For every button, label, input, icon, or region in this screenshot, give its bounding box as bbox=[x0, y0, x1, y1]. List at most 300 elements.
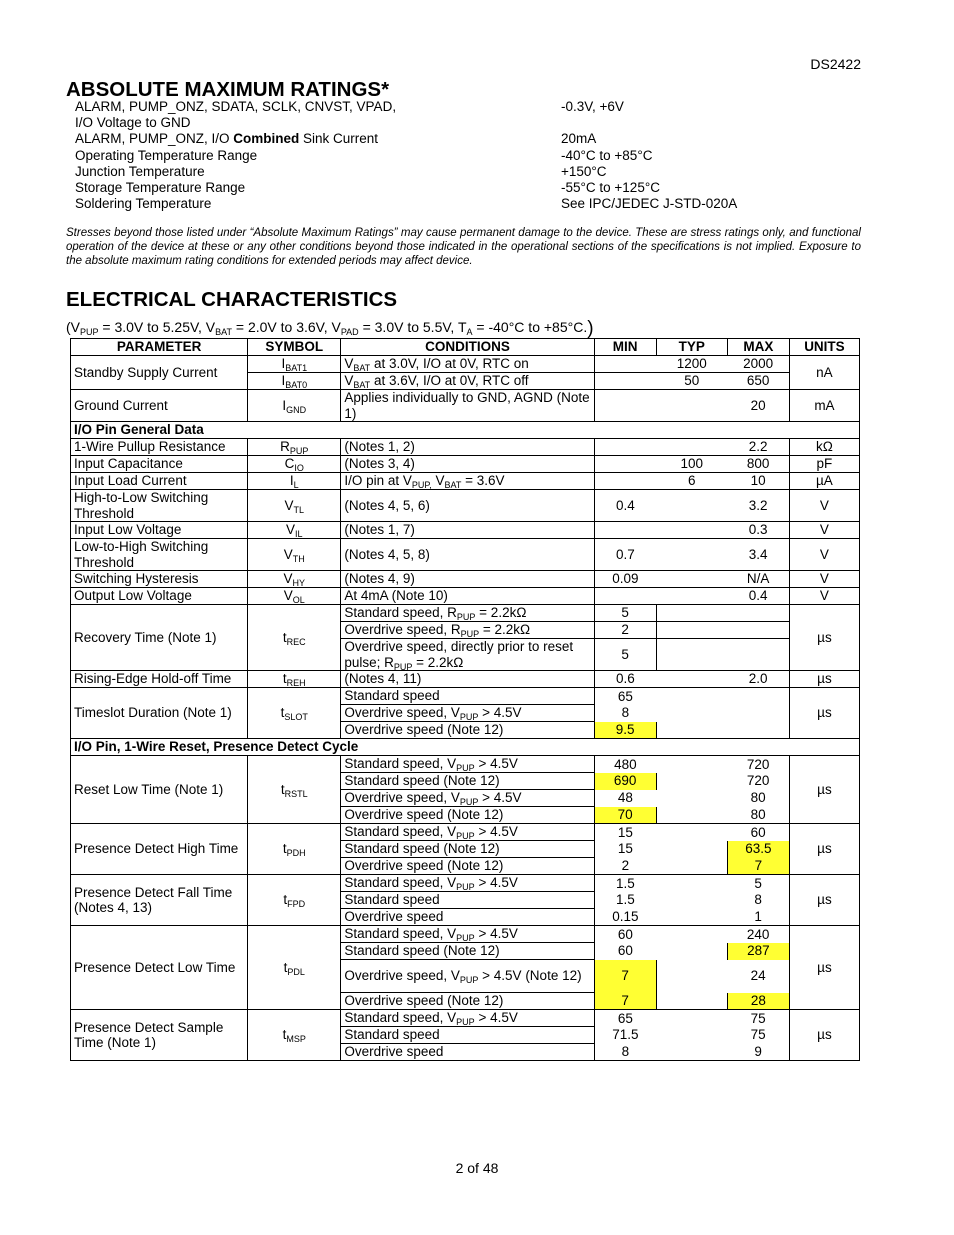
subscript-text: HY bbox=[292, 578, 306, 589]
condition-cell: At 4mA (Note 10) bbox=[341, 588, 594, 605]
symbol-cell bbox=[248, 539, 341, 571]
amr-row bbox=[75, 115, 865, 131]
units-cell: V bbox=[789, 571, 859, 588]
param-cell: Output Low Voltage bbox=[71, 588, 248, 605]
condition-cell bbox=[341, 373, 594, 390]
typ-cell: 100 bbox=[656, 456, 727, 473]
min-cell bbox=[594, 356, 656, 373]
min-cell-highlighted: 9.5 bbox=[594, 722, 656, 739]
amr-value: -0.3V, +6V bbox=[561, 99, 624, 114]
inline-text: t bbox=[280, 705, 285, 721]
typ-cell bbox=[656, 892, 727, 909]
min-cell bbox=[594, 390, 656, 422]
inline-text: > 4.5V bbox=[474, 926, 518, 942]
header-row bbox=[71, 339, 860, 356]
typ-cell bbox=[656, 960, 727, 993]
subscript-text: PUP bbox=[456, 882, 475, 893]
amr-row bbox=[75, 148, 865, 164]
max-cell: 60 bbox=[727, 824, 789, 841]
units-cell: µA bbox=[789, 473, 859, 490]
param-cell: Presence Detect Sample Time (Note 1) bbox=[71, 1010, 248, 1061]
col-header-units: UNITS bbox=[789, 339, 859, 356]
inline-text: > 4.5V bbox=[478, 790, 522, 806]
table-row bbox=[71, 490, 860, 522]
subscript-text: IL bbox=[295, 529, 303, 540]
max-cell bbox=[727, 639, 789, 671]
typ-cell bbox=[656, 688, 727, 705]
col-header-typ: TYP bbox=[656, 339, 727, 356]
inline-text: Standard speed, R bbox=[344, 605, 457, 621]
max-cell bbox=[727, 622, 789, 639]
param-cell: Rising-Edge Hold-off Time bbox=[71, 671, 248, 688]
amr-value: 20mA bbox=[561, 131, 597, 147]
amr-param: Operating Temperature Range bbox=[75, 147, 258, 163]
max-cell-highlighted: 287 bbox=[727, 943, 789, 960]
table-row bbox=[71, 1010, 860, 1027]
inline-text: Overdrive speed, R bbox=[344, 622, 461, 638]
condition-cell: (Notes 4, 11) bbox=[341, 671, 594, 688]
typ-cell bbox=[656, 1010, 727, 1027]
condition-cell: (Notes 1, 7) bbox=[341, 522, 594, 539]
param-cell: Input Load Current bbox=[71, 473, 248, 490]
cond-text: = 2.0V to 3.6V, V bbox=[232, 319, 341, 335]
min-cell: 15 bbox=[594, 841, 656, 858]
table-row bbox=[71, 571, 860, 588]
cond-sub: PUP bbox=[80, 327, 99, 337]
col-header-max: MAX bbox=[727, 339, 789, 356]
typ-cell bbox=[656, 522, 727, 539]
col-header-symbol: SYMBOL bbox=[248, 339, 341, 356]
electrical-characteristics-table bbox=[70, 338, 860, 1061]
condition-cell bbox=[341, 705, 594, 722]
min-cell: 5 bbox=[594, 605, 656, 622]
condition-cell bbox=[341, 875, 594, 892]
amr-value: -40°C to +85°C bbox=[561, 147, 653, 163]
max-cell-highlighted: 63.5 bbox=[727, 841, 789, 858]
param-cell: Switching Hysteresis bbox=[71, 571, 248, 588]
absolute-maximum-ratings-table bbox=[75, 99, 865, 212]
amr-value: +150°C bbox=[561, 163, 607, 179]
param-cell: 1-Wire Pullup Resistance bbox=[71, 439, 248, 456]
condition-cell: (Notes 4, 9) bbox=[341, 571, 594, 588]
condition-cell: (Notes 3, 4) bbox=[341, 456, 594, 473]
stress-note: Stresses beyond those listed under “Absolute Maximum Ratings” may cause permanent damage to the device. These are stress ratings only, and functional operation of the device at these or any other conditions beyond those indicated in the operational sections of the specifications is not implied. Exposure to the absolute maximum rating conditions for extended periods may affect device. bbox=[66, 227, 861, 268]
min-cell-highlighted: 7 bbox=[594, 993, 656, 1010]
typ-cell bbox=[656, 622, 727, 639]
condition-cell: Overdrive speed (Note 12) bbox=[341, 722, 594, 739]
symbol-cell bbox=[248, 926, 341, 1010]
inline-text: V bbox=[283, 588, 293, 604]
inline-text: V bbox=[344, 356, 354, 372]
min-cell bbox=[594, 522, 656, 539]
param-cell: Presence Detect Low Time bbox=[71, 926, 248, 1010]
min-cell: 0.09 bbox=[594, 571, 656, 588]
max-cell: 2.2 bbox=[727, 439, 789, 456]
typ-cell bbox=[656, 756, 727, 773]
max-cell: N/A bbox=[727, 571, 789, 588]
condition-cell bbox=[341, 605, 594, 622]
amr-param: Soldering Temperature bbox=[75, 196, 212, 212]
max-cell bbox=[727, 605, 789, 622]
symbol-cell bbox=[248, 373, 341, 390]
min-cell: 5 bbox=[594, 639, 656, 671]
condition-cell bbox=[341, 356, 594, 373]
param-cell: Presence Detect Fall Time (Notes 4, 13) bbox=[71, 875, 248, 926]
condition-cell: Standard speed (Note 12) bbox=[341, 841, 594, 858]
max-cell: 80 bbox=[727, 807, 789, 824]
inline-text: t bbox=[280, 781, 285, 797]
typ-cell bbox=[656, 807, 727, 824]
max-cell: 20 bbox=[727, 390, 789, 422]
max-cell bbox=[727, 688, 789, 705]
table-row bbox=[71, 671, 860, 688]
subscript-text: BAT1 bbox=[285, 363, 308, 374]
max-cell: 10 bbox=[727, 473, 789, 490]
min-cell: 48 bbox=[594, 790, 656, 807]
condition-cell bbox=[341, 473, 594, 490]
table-row bbox=[71, 875, 860, 892]
subscript-text: FPD bbox=[287, 899, 306, 910]
table-row bbox=[71, 605, 860, 622]
typ-cell bbox=[656, 439, 727, 456]
table-row bbox=[71, 926, 860, 943]
min-cell bbox=[594, 473, 656, 490]
table-row bbox=[71, 824, 860, 841]
absolute-maximum-ratings-title: ABSOLUTE MAXIMUM RATINGS* bbox=[66, 78, 390, 101]
amr-row bbox=[75, 180, 865, 196]
amr-value bbox=[561, 115, 865, 131]
inline-text: I/O pin at V bbox=[344, 473, 412, 489]
param-cell: Input Capacitance bbox=[71, 456, 248, 473]
condition-cell: Applies individually to GND, AGND (Note 1) bbox=[341, 390, 594, 422]
condition-cell: Standard speed (Note 12) bbox=[341, 943, 594, 960]
table-row bbox=[71, 522, 860, 539]
units-cell: µs bbox=[789, 926, 859, 1010]
electrical-characteristics-title: ELECTRICAL CHARACTERISTICS bbox=[66, 288, 398, 311]
document-id: DS2422 bbox=[810, 56, 861, 72]
table-row bbox=[71, 390, 860, 422]
condition-cell: (Notes 4, 5, 8) bbox=[341, 539, 594, 571]
subscript-text: TH bbox=[292, 553, 305, 564]
min-cell: 60 bbox=[594, 943, 656, 960]
table-row bbox=[71, 456, 860, 473]
inline-text: at 3.0V, I/O at 0V, RTC on bbox=[370, 356, 529, 372]
min-cell bbox=[594, 456, 656, 473]
inline-text: I bbox=[289, 473, 294, 489]
max-cell: 5 bbox=[727, 875, 789, 892]
units-cell: V bbox=[789, 490, 859, 522]
inline-text: = 2.2kΩ bbox=[479, 622, 531, 638]
typ-cell bbox=[656, 943, 727, 960]
condition-cell bbox=[341, 1010, 594, 1027]
param-cell: Low-to-High Switching Threshold bbox=[71, 539, 248, 571]
min-cell: 15 bbox=[594, 824, 656, 841]
units-cell: µs bbox=[789, 756, 859, 824]
symbol-cell bbox=[248, 1010, 341, 1061]
subscript-text: L bbox=[293, 480, 299, 491]
param-cell: High-to-Low Switching Threshold bbox=[71, 490, 248, 522]
max-cell: 8 bbox=[727, 892, 789, 909]
operating-conditions bbox=[66, 318, 594, 340]
symbol-cell bbox=[248, 875, 341, 926]
inline-text: Overdrive speed, V bbox=[344, 705, 460, 721]
max-cell-highlighted: 28 bbox=[727, 993, 789, 1010]
min-cell bbox=[594, 373, 656, 390]
units-cell: nA bbox=[789, 356, 859, 390]
inline-text: at 3.6V, I/O at 0V, RTC off bbox=[370, 373, 529, 389]
max-cell: 3.4 bbox=[727, 539, 789, 571]
typ-cell bbox=[656, 773, 727, 790]
symbol-cell bbox=[248, 571, 341, 588]
inline-text: Overdrive speed, V bbox=[344, 968, 460, 984]
inline-text: Standard speed, V bbox=[344, 926, 457, 942]
typ-cell bbox=[656, 571, 727, 588]
inline-text: > 4.5V bbox=[474, 824, 518, 840]
inline-text: t bbox=[282, 1027, 287, 1043]
param-cell: Recovery Time (Note 1) bbox=[71, 605, 248, 671]
col-header-parameter: PARAMETER bbox=[71, 339, 248, 356]
inline-text: > 4.5V bbox=[474, 875, 518, 891]
typ-cell bbox=[656, 639, 727, 671]
amr-param-bold: Combined bbox=[233, 131, 300, 147]
param-cell: Presence Detect High Time bbox=[71, 824, 248, 875]
typ-cell bbox=[656, 1027, 727, 1044]
max-cell: 75 bbox=[727, 1027, 789, 1044]
min-cell: 0.4 bbox=[594, 490, 656, 522]
amr-row bbox=[75, 196, 865, 212]
min-cell: 65 bbox=[594, 1010, 656, 1027]
typ-cell bbox=[656, 790, 727, 807]
inline-text: Standard speed, V bbox=[344, 1010, 457, 1026]
inline-text: Standard speed, V bbox=[344, 875, 457, 891]
max-cell: 0.4 bbox=[727, 588, 789, 605]
subscript-text: PUP bbox=[456, 763, 475, 774]
min-cell: 8 bbox=[594, 1044, 656, 1061]
cond-sub: A bbox=[466, 327, 473, 337]
symbol-cell bbox=[248, 473, 341, 490]
min-cell: 2 bbox=[594, 622, 656, 639]
condition-cell bbox=[341, 926, 594, 943]
typ-cell bbox=[656, 1044, 727, 1061]
table-row bbox=[71, 756, 860, 773]
min-cell: 0.6 bbox=[594, 671, 656, 688]
units-cell: µs bbox=[789, 875, 859, 926]
units-cell: µs bbox=[789, 824, 859, 875]
section-row bbox=[71, 739, 860, 756]
section-heading: I/O Pin General Data bbox=[71, 422, 860, 439]
param-cell: Timeslot Duration (Note 1) bbox=[71, 688, 248, 739]
inline-text: V bbox=[284, 497, 294, 513]
inline-text: C bbox=[284, 456, 295, 472]
param-cell: Ground Current bbox=[71, 390, 248, 422]
inline-text: V bbox=[286, 522, 296, 538]
subscript-text: BAT bbox=[353, 380, 371, 391]
typ-cell: 50 bbox=[656, 373, 727, 390]
condition-cell: Standard speed (Note 12) bbox=[341, 773, 594, 790]
symbol-cell bbox=[248, 490, 341, 522]
param-cell: Standby Supply Current bbox=[71, 356, 248, 390]
amr-row bbox=[75, 131, 865, 147]
typ-cell bbox=[656, 390, 727, 422]
amr-param: ALARM, PUMP_ONZ, SDATA, SCLK, CNVST, VPAD, bbox=[75, 99, 397, 114]
typ-cell bbox=[656, 705, 727, 722]
max-cell bbox=[727, 722, 789, 739]
max-cell-highlighted: 7 bbox=[727, 858, 789, 875]
amr-value: -55°C to +125°C bbox=[561, 180, 660, 196]
subscript-text: REH bbox=[286, 678, 306, 689]
min-cell: 8 bbox=[594, 705, 656, 722]
table-row bbox=[71, 688, 860, 705]
max-cell: 0.3 bbox=[727, 522, 789, 539]
inline-text: V bbox=[283, 571, 293, 587]
subscript-text: RSTL bbox=[284, 788, 308, 799]
min-cell: 480 bbox=[594, 756, 656, 773]
condition-cell bbox=[341, 960, 594, 993]
typ-cell bbox=[656, 539, 727, 571]
condition-cell bbox=[341, 622, 594, 639]
max-cell: 9 bbox=[727, 1044, 789, 1061]
amr-param bbox=[75, 131, 561, 147]
units-cell: V bbox=[789, 539, 859, 571]
subscript-text: PUP bbox=[459, 797, 479, 808]
subscript-text: PUP bbox=[393, 661, 413, 672]
inline-text: V bbox=[344, 373, 354, 389]
inline-text: > 4.5V (Note 12) bbox=[478, 968, 582, 984]
typ-cell bbox=[656, 841, 727, 858]
min-cell bbox=[594, 439, 656, 456]
inline-text: Standard speed, V bbox=[344, 756, 457, 772]
subscript-text: PUP bbox=[456, 933, 475, 944]
subscript-text: PDH bbox=[286, 848, 306, 859]
inline-text: R bbox=[280, 439, 290, 455]
subscript-text: OL bbox=[292, 595, 305, 606]
max-cell: 240 bbox=[727, 926, 789, 943]
amr-param-post: Sink Current bbox=[299, 131, 379, 147]
section-heading: I/O Pin, 1-Wire Reset, Presence Detect Cycle bbox=[71, 739, 860, 756]
units-cell: µs bbox=[789, 605, 859, 671]
inline-text: t bbox=[282, 671, 287, 687]
inline-text: = 2.2kΩ bbox=[412, 654, 464, 670]
subscript-text: IO bbox=[294, 463, 304, 474]
inline-text: > 4.5V bbox=[474, 1010, 518, 1026]
subscript-text: BAT bbox=[444, 480, 462, 491]
typ-cell bbox=[656, 824, 727, 841]
symbol-cell bbox=[248, 588, 341, 605]
inline-text: Overdrive speed, directly prior to reset pulse; R bbox=[344, 639, 574, 670]
subscript-text: PUP bbox=[460, 629, 480, 640]
min-cell bbox=[594, 588, 656, 605]
amr-param: Storage Temperature Range bbox=[75, 180, 246, 196]
condition-cell: Standard speed bbox=[341, 892, 594, 909]
inline-text: t bbox=[283, 959, 288, 975]
min-cell: 60 bbox=[594, 926, 656, 943]
units-cell: mA bbox=[789, 390, 859, 422]
param-cell: Reset Low Time (Note 1) bbox=[71, 756, 248, 824]
subscript-text: SLOT bbox=[284, 712, 308, 723]
units-cell: µs bbox=[789, 1010, 859, 1061]
table-row bbox=[71, 439, 860, 456]
page-number: 2 of 48 bbox=[455, 1160, 499, 1176]
table-row bbox=[71, 539, 860, 571]
subscript-text: PUP bbox=[456, 612, 476, 623]
amr-value: See IPC/JEDEC J-STD-020A bbox=[561, 196, 738, 212]
table-row bbox=[71, 356, 860, 373]
condition-cell bbox=[341, 639, 594, 671]
subscript-text: TL bbox=[293, 504, 305, 515]
cond-sub: BAT bbox=[215, 327, 232, 337]
amr-row bbox=[75, 99, 865, 115]
min-cell: 0.15 bbox=[594, 909, 656, 926]
inline-text: I bbox=[281, 356, 286, 372]
subscript-text: REC bbox=[286, 636, 306, 647]
condition-cell bbox=[341, 790, 594, 807]
units-cell: pF bbox=[789, 456, 859, 473]
inline-text: t bbox=[282, 841, 287, 857]
inline-text: t bbox=[283, 892, 288, 908]
subscript-text: PUP bbox=[456, 831, 475, 842]
condition-cell: Overdrive speed (Note 12) bbox=[341, 858, 594, 875]
inline-text: V bbox=[431, 473, 445, 489]
inline-text: t bbox=[282, 629, 287, 645]
max-cell: 720 bbox=[727, 773, 789, 790]
cond-text: = -40°C to +85°C. bbox=[472, 319, 588, 335]
cond-sub: PAD bbox=[340, 327, 359, 337]
symbol-cell bbox=[248, 605, 341, 671]
amr-param-pre: ALARM, PUMP_ONZ, I/O bbox=[75, 131, 234, 147]
condition-cell bbox=[341, 756, 594, 773]
typ-cell bbox=[656, 722, 727, 739]
condition-cell: (Notes 4, 5, 6) bbox=[341, 490, 594, 522]
typ-cell bbox=[656, 926, 727, 943]
max-cell: 2000 bbox=[727, 356, 789, 373]
symbol-cell bbox=[248, 356, 341, 373]
condition-cell: Overdrive speed (Note 12) bbox=[341, 807, 594, 824]
typ-cell bbox=[656, 490, 727, 522]
inline-text: = 2.2kΩ bbox=[475, 605, 527, 621]
subscript-text: MSP bbox=[286, 1034, 306, 1045]
typ-cell: 6 bbox=[656, 473, 727, 490]
amr-row bbox=[75, 164, 865, 180]
max-cell: 24 bbox=[727, 960, 789, 993]
min-cell: 1.5 bbox=[594, 875, 656, 892]
max-cell: 3.2 bbox=[727, 490, 789, 522]
amr-param: Junction Temperature bbox=[75, 163, 205, 179]
condition-cell: Overdrive speed (Note 12) bbox=[341, 993, 594, 1010]
inline-text: > 4.5V bbox=[478, 705, 522, 721]
max-cell: 800 bbox=[727, 456, 789, 473]
symbol-cell bbox=[248, 688, 341, 739]
subscript-text: BAT bbox=[353, 363, 371, 374]
max-cell: 650 bbox=[727, 373, 789, 390]
min-cell: 65 bbox=[594, 688, 656, 705]
subscript-text: PUP bbox=[459, 712, 479, 723]
subscript-text: PUP bbox=[289, 446, 309, 457]
min-cell: 71.5 bbox=[594, 1027, 656, 1044]
condition-cell: Standard speed bbox=[341, 688, 594, 705]
table-row bbox=[71, 588, 860, 605]
typ-cell bbox=[656, 671, 727, 688]
typ-cell bbox=[656, 858, 727, 875]
min-cell: 1.5 bbox=[594, 892, 656, 909]
condition-cell: Overdrive speed bbox=[341, 1044, 594, 1061]
min-cell: 2 bbox=[594, 858, 656, 875]
typ-cell: 1200 bbox=[656, 356, 727, 373]
cond-text: ) bbox=[587, 318, 594, 339]
symbol-cell bbox=[248, 824, 341, 875]
condition-cell: Standard speed bbox=[341, 1027, 594, 1044]
col-header-min: MIN bbox=[594, 339, 656, 356]
typ-cell bbox=[656, 588, 727, 605]
